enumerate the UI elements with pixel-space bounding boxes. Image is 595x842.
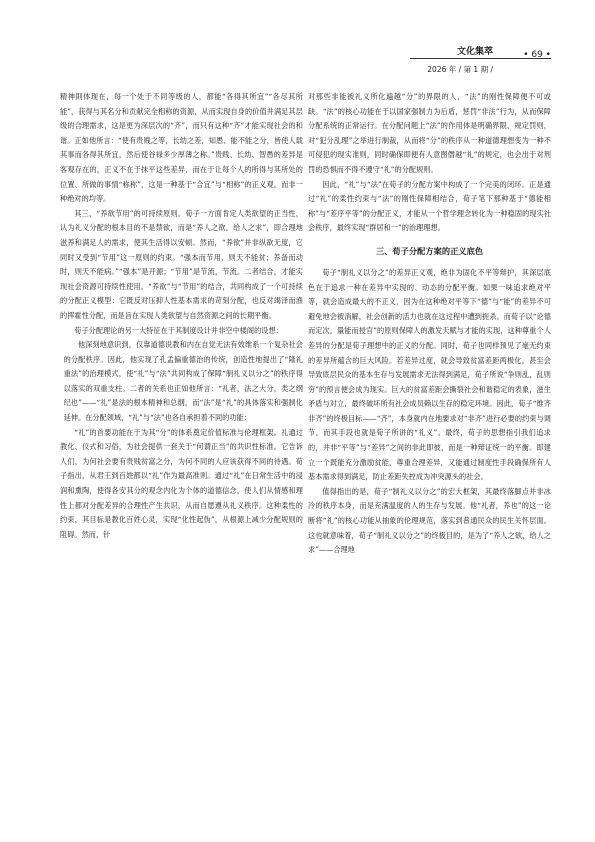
paragraph: “礼”的首要功能在于为其“分”的体系奠定价值标准与伦理框架。礼通过教化、仪式和习俗，为社会提供一套关于“何谓正当”的共识性标准。它告诉人们，为何社会要有贵贱贫富之分，为何不同的人应该获得不同的待遇。荀子指出，从君王到百姓都以“礼”作为最高准则。通过“礼”在日常生活中的浸润和熏陶，使得各安其分的观念内化为个体的道德信念，使人们从情感和理性上都对分配差异的合理性产生共识，从而自愿遵从礼义秩序。这种柔性的约束，其目标是教化百姓心灵，实现“化性起伪”，从根源上减少分配规则的阻碍。然而，针 bbox=[60, 427, 303, 539]
paragraph: 其三，“养欲节用”的可持续原则。荀子一方面肯定人类欲望的正当性，认为礼义分配的根本目的不是禁欲，而是“养人之欲，给人之求”，即合理地滋养和满足人的需求，使其生活得以安顿。然而，“养欲”并非纵欲无度，它同时又受到“节用”这一原则的约束。“强本而节用，则天不能贫；养备而动时，则天不能病。”“强本”是开源；“节用”是节流，节流。二者结合，才能实现社会资源可持续性使用。“养欲”与“节用”的结合，共同构成了一个可持续的分配正义模型：它既反对压抑人性基本需求的苛刻分配，也反对竭泽而渔的挥霍性分配，而是旨在实现人类欲望与自然资源之间的长期平衡。 bbox=[60, 208, 303, 320]
paragraph: 值得指出的是，荀子“制礼义以分之”的宏大框架，其最终落脚点并非冰冷的秩序本身，而是充满温度的人的生存与发展。他“礼者，养也”的这一论断将“礼”的核心功能从抽象的伦理规范，落实到普通民众的民生关怀层面。这也就意味着，荀子“制礼义以分之”的终极目的，是为了“养人之欲，给人之求”——合理地 bbox=[308, 486, 551, 555]
paragraph: 精神則体现在，每一个处于不同等级的人，都能“各得其所宜”“各尽其所能”，获得与其名分和贡献完全相称的资源，从而实现自身的价值并满足其层级的合理需求，这是更为深层次的“齐”，而只有这种“齐”才能实现社会的和谐。正如他所言：“使有贵贱之等，长幼之差，知愚、能不能之分，皆使人载其事而各得其所宜，然后使谷禄多少厚薄之称。”贵贱、长幼、智愚的差异是客观存在的，正义不在于抹平这些差异，而在于让每个人的所得与其所处的位置、所做的事情“称称”，这是一种基于“合宜”与“相称”的正义观，而非一种绝对的均等。 bbox=[60, 92, 303, 204]
issue-label: 2026 年 / 第 1 期 / bbox=[427, 65, 493, 74]
paragraph: 荀子分配理论的另一大特征在于其制度设计并非空中楼阁的设想： bbox=[74, 325, 283, 335]
journal-name: 文化集萃 bbox=[456, 47, 493, 57]
paragraph: 他深刻地意识到，仅靠道德说教和内在自觉无法有效维系一个复杂社会的分配秩序。因此，他实现了孔孟偏重德治的传统，创造性地提出了“隆礼重法”的治理模式，使“礼”与“法”共同构成了保障“制礼义以分之”的秩序得以落实的双重支柱。二者的关系也正如他所言：“礼者，法之大分，类之纲纪也”——“礼”是法的根本精神和总纲，而“法”是“礼”的具体落实和强制化延伸。在分配领域，“礼”与“法”也各自承担着不同的功能： bbox=[63, 340, 303, 423]
section-heading: 三、荀子分配方案的正义底色 bbox=[375, 245, 484, 256]
paragraph: 对那些非能被礼义所化遍越“分”的界限的人，“法”的刚性保障便不可或缺。“法”的核心功能在于以国家强制力为后盾，惩罚“非法”行为，从而保障分配系统的正常运行。在分配问题上“法”的作用体是明确界限、规定罚则，对“犯分乱理”之举进行制裁，从而将“分”的秩序从一种道德理想变为一种不可侵犯的现实准则，同时确保即便有人意图僭越“礼”的规定，也会出于对刑罚的恐惧而不得不遵守“礼”的分配规则。 bbox=[308, 92, 551, 174]
page-header bbox=[0, 0, 595, 80]
left-column bbox=[60, 90, 303, 825]
right-column bbox=[308, 90, 551, 825]
page-number: • 69 • bbox=[523, 50, 551, 60]
paragraph: 因此，“礼”与“法”在荀子的分配方案中构成了一个完美的闭环。正是通过“礼”的柔性约束与“法”的刚性保障相结合，荀子笔下那种基于“德能相称”与“差序平等”的分配正义，才能从一个哲学理念转化为一种稳固的现实社会秩序，最终实现“群居和一”的治理理想。 bbox=[308, 179, 551, 233]
paragraph: 荀子“制礼义以分之”的差异正义观，绝非为固化不平等辩护，其深层底色在于追求一种在差异中实现的、动态的分配平衡。如果一味追求绝对平等，就会造成最大的不正义，因为在这种绝对平等下“德”与“能”的差异不可避免地会被消解，社会创新的活力也就在这过程中遭到扼杀。而荀子以“论德而定次，量能而授官”的原则保障人的激发天赋与才能的实现，这种尊重个人差异的分配是荀子理想中的正义的分配。同时，荀子也同样预见了毫无约束的差异所蕴含的巨大风险。若差异过度，就会导致贫富差距两极化，甚至会导致底层民众的基本生存与发展需求无法得到满足，荀子所说“争则乱，乱则穷”的预言便会成为现实。巨大的贫富差距会撕裂社会和谐稳定的表象，滋生矛盾与对立，最终破坏所有社会成员赖以生存的稳定环境。因此，荀子“维齐非齐”的终极目标——“齐”，本身就内在地要求对“非齐”进行必要的约束与调节，而其手段也就是荀子所讲的“礼义”。最终，荀子的思想指引我们追求的，并非“平等”与“差异”之间的非此即彼，而是一种辩证统一的平衡。即建立一个既能充分激励贫能，尊重合理差异，又能通过制度性手段确保所有人基本需求得到满足，防止差距失控成为冲突源头的社会。 bbox=[308, 267, 551, 482]
